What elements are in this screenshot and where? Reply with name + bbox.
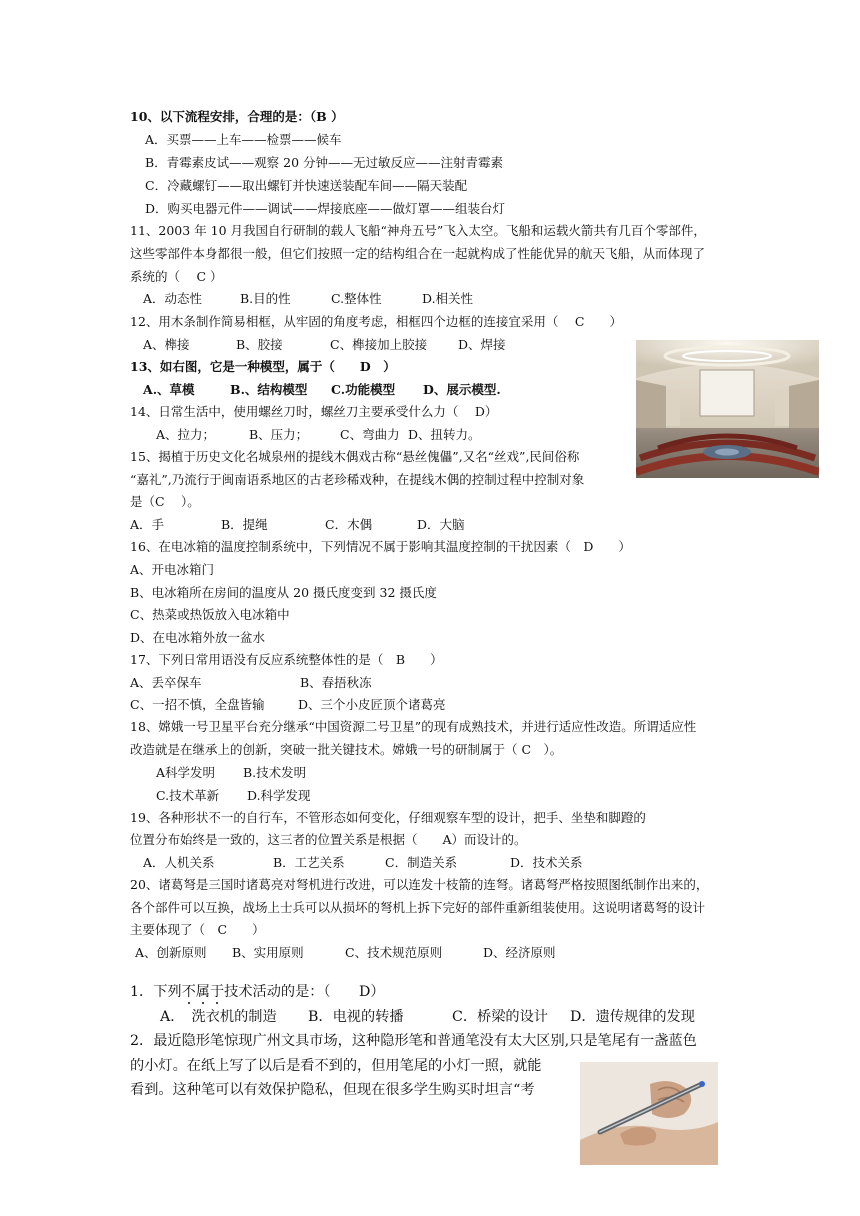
p2-q1-stem [130, 982, 385, 1002]
emphasis-dot [216, 1002, 218, 1004]
p2-q2-line-2: 的小灯。在纸上写了以后是看不到的，但用笔尾的小灯一照，就能 [130, 1058, 542, 1074]
q11-line-3: 系统的（ C ） [130, 269, 223, 284]
q20-option-c: C、技术规范原则 [345, 945, 443, 960]
p2-q1-stem-pre: 1．下列 [130, 984, 182, 1000]
q18-option-c: C.技术革新 [156, 788, 220, 803]
q15-line-3: 是（C ）。 [130, 494, 200, 509]
p2-q2-line-1: 2．最近隐形笔惊现广州文具市场，这种隐形笔和普通笔没有太大区别,只是笔尾有一盏蓝色 [130, 1033, 697, 1049]
emphasis-dot [188, 1002, 190, 1004]
q14-option-b: B、压力； [249, 427, 309, 442]
q12-option-b: B、胶接 [236, 337, 283, 352]
q12-option-d: D、焊接 [458, 337, 506, 352]
q18-option-a: A科学发明 [156, 765, 216, 780]
q15-line-1: 15、揭植于历史文化名城泉州的提线木偶戏古称“悬丝傀儡”,又名“丝戏”,民间俗称 [130, 449, 580, 464]
q15-option-b: B．提绳 [221, 517, 268, 532]
q16-option-b: B、电冰箱所在房间的温度从 20 摄氏度变到 32 摄氏度 [130, 585, 437, 600]
auditorium-model-illustration [636, 340, 819, 478]
p2-q1-option-b: B．电视的转播 [308, 1009, 404, 1025]
auditorium-model-image [636, 340, 819, 478]
q20-option-a: A、创新原则 [135, 945, 207, 960]
q18-line-1: 18、嫦娥一号卫星平台充分继承“中国资源二号卫星”的现有成熟技术，并进行适应性改造。所谓适应性 [130, 719, 697, 734]
p2-q1-option-a: A． 洗衣机的制造 [160, 1009, 277, 1025]
q17-option-a: A、丢卒保车 [130, 675, 202, 690]
q10-stem: 10、以下流程安排，合理的是：（B ） [130, 109, 344, 124]
q20-option-d: D、经济原则 [483, 945, 556, 960]
q12-option-a: A、榫接 [143, 337, 190, 352]
q14-stem: 14、日常生活中，使用螺丝刀时，螺丝刀主要承受什么力（ D） [130, 404, 498, 419]
q19-option-d: D．技术关系 [510, 855, 583, 870]
q18-option-d: D.科学发现 [247, 788, 311, 803]
q17-option-b: B、春捂秋冻 [300, 675, 372, 690]
q16-option-d: D、在电冰箱外放一盆水 [130, 630, 266, 645]
p2-q1-option-d: D．遗传规律的发现 [570, 1009, 695, 1025]
invisible-pen-image [580, 1062, 718, 1165]
q17-option-d: D、三个小皮匠顶个诸葛亮 [298, 697, 446, 712]
q20-line-3: 主要体现了（ C ） [130, 922, 265, 937]
q12-option-c: C、榫接加上胶接 [330, 337, 428, 352]
q13-option-a: A.、草模 [143, 382, 195, 397]
q19-line-2: 位置分布始终是一致的，这三者的位置关系是根据（ A）而设计的。 [130, 832, 527, 847]
q20-option-b: B、实用原则 [232, 945, 304, 960]
q20-line-1: 20、诸葛弩是三国时诸葛亮对弩机进行改进，可以连发十枝箭的连弩。诸葛弩严格按照图纸制作出来的， [130, 877, 709, 892]
p2-q1-stem-emphasis: 不属于 [182, 984, 225, 1000]
q13-option-b: B.、结构模型 [230, 382, 308, 397]
q11-line-1: 11、2003 年 10 月我国自行研制的载人飞船“神舟五号”飞入太空。飞船和运载火箭共有几百个零部件， [130, 223, 706, 238]
q11-option-b: B.目的性 [240, 291, 291, 306]
q17-stem: 17、下列日常用语没有反应系统整体性的是（ B ） [130, 652, 443, 667]
q14-option-a: A、拉力； [156, 427, 216, 442]
q15-option-a: A．手 [130, 517, 165, 532]
q11-line-2: 这些零部件本身都很一般，但它们按照一定的结构组合在一起就构成了性能优异的航天飞船，从而体现了 [130, 246, 706, 261]
q15-line-2: “嘉礼”,乃流行于闽南语系地区的古老珍稀戏种，在提线木偶的控制过程中控制对象 [130, 472, 585, 487]
q13-option-c: C.功能模型 [331, 382, 396, 397]
p2-q1-option-c: C．桥梁的设计 [452, 1009, 548, 1025]
p2-q2-line-3: 看到。这种笔可以有效保护隐私，但现在很多学生购买时坦言“考 [130, 1082, 535, 1098]
q14-option-c: C、弯曲力 [340, 427, 400, 442]
q16-stem: 16、在电冰箱的温度控制系统中，下列情况不属于影响其温度控制的干扰因素（ D ） [130, 539, 631, 554]
q10-option-a: A．买票——上车——检票——候车 [145, 132, 342, 147]
q15-option-d: D．大脑 [417, 517, 465, 532]
q15-option-c: C．木偶 [325, 517, 373, 532]
q19-option-b: B．工艺关系 [273, 855, 345, 870]
q10-option-c: C．冷藏螺钉——取出螺钉并快速送装配车间——隔天装配 [145, 178, 468, 193]
q12-stem: 12、用木条制作简易相框，从牢固的角度考虑，相框四个边框的连接宜采用（ C ） [130, 314, 622, 329]
q11-option-d: D.相关性 [422, 291, 474, 306]
q14-option-d: D、扭转力。 [408, 427, 481, 442]
q18-line-2: 改造就是在继承上的创新，突破一批关键技术。嫦娥一号的研制属于（ C ）。 [130, 742, 563, 757]
emphasis-dot [202, 1002, 204, 1004]
q10-option-b: B．青霉素皮试——观察 20 分钟——无过敏反应——注射青霉素 [145, 155, 504, 170]
q19-option-a: A．人机关系 [143, 855, 215, 870]
q13-option-d: D、展示模型. [423, 382, 501, 397]
q11-option-a: A．动态性 [143, 291, 203, 306]
q19-option-c: C．制造关系 [385, 855, 458, 870]
invisible-pen-illustration [580, 1062, 718, 1165]
q20-line-2: 各个部件可以互换，战场上士兵可以从损坏的弩机上拆下完好的部件重新组装使用。这说明诸葛弩的设计 [130, 900, 706, 915]
q13-stem: 13、如右图，它是一种模型，属于（ D ） [130, 359, 396, 374]
q19-line-1: 19、各种形状不一的自行车，不管形态如何变化，仔细观察车型的设计，把手、坐垫和脚蹬的 [130, 810, 646, 825]
q18-option-b: B.技术发明 [243, 765, 307, 780]
q16-option-c: C、热菜或热饭放入电冰箱中 [130, 607, 290, 622]
q17-option-c: C、一招不慎，全盘皆输 [130, 697, 265, 712]
q16-option-a: A、开电冰箱门 [130, 562, 215, 577]
p2-q1-stem-post: 技术活动的是：（ D） [224, 984, 385, 1000]
q11-option-c: C.整体性 [331, 291, 382, 306]
q10-option-d: D．购买电器元件——调试——焊接底座——做灯罩——组装台灯 [145, 201, 506, 216]
